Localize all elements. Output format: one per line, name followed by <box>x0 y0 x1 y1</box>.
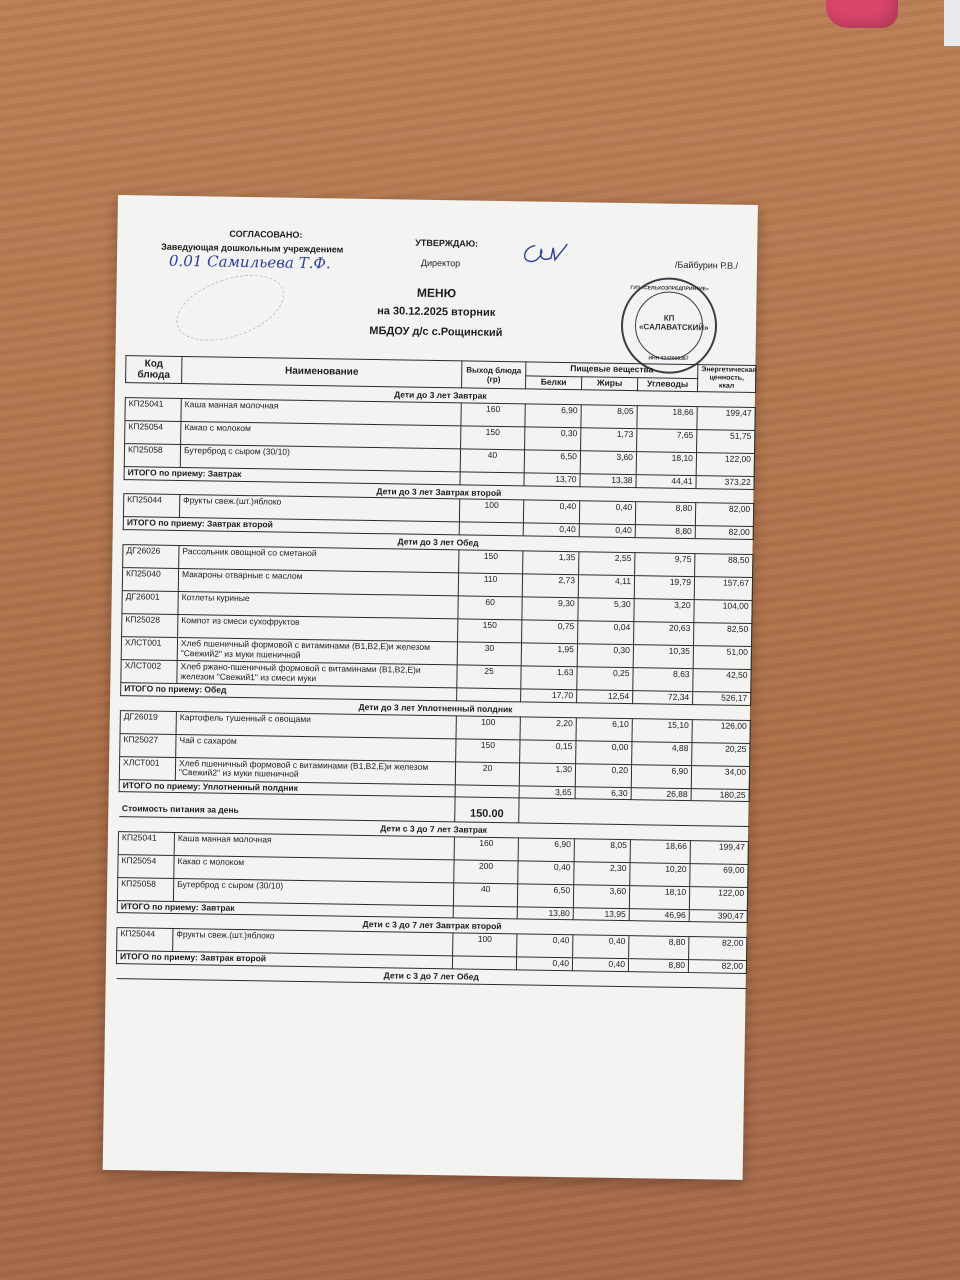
dish-fat: 3,60 <box>573 884 629 908</box>
dish-protein: 0,75 <box>522 620 578 644</box>
total-fat: 6,30 <box>575 786 631 800</box>
dish-protein: 6,50 <box>517 884 573 908</box>
dish-name: Какао с молоком <box>181 421 461 448</box>
total-energy: 373,22 <box>696 476 754 490</box>
total-carbs: 26,88 <box>631 787 691 801</box>
approval-right-title: УТВЕРЖДАЮ: <box>415 237 479 249</box>
dish-name: Хлеб ржано-пшеничный формовой с витаминами (В1,В2,Е)и железом "Свежий1" из смеси муки <box>177 660 457 687</box>
dish-output: 200 <box>454 860 518 884</box>
section-title: Дети до 3 лет Завтрак <box>125 383 755 408</box>
total-protein: 3,65 <box>519 785 575 799</box>
dish-name: Какао с молоком <box>174 855 454 882</box>
dish-name: Чай с сахаром <box>176 734 456 761</box>
menu-body-under3 <box>119 383 755 802</box>
section-title: Дети до 3 лет Уплотненный полдник <box>120 695 750 720</box>
dish-fat: 0,40 <box>573 935 629 959</box>
dish-fat: 0,25 <box>577 667 633 691</box>
total-protein: 0,40 <box>523 523 579 537</box>
dish-output: 40 <box>460 449 524 473</box>
total-protein: 17,70 <box>521 689 577 703</box>
col-carbs: Углеводы <box>637 377 697 392</box>
dish-fat: 2,55 <box>579 552 635 576</box>
total-energy: 82,00 <box>695 526 753 540</box>
total-energy: 180,25 <box>691 788 749 802</box>
dish-carbs: 18,10 <box>629 885 689 909</box>
dish-carbs: 8,63 <box>633 668 693 692</box>
dish-protein: 1,63 <box>521 666 577 690</box>
dish-carbs: 10,35 <box>633 645 693 669</box>
dish-carbs: 6,90 <box>631 764 691 788</box>
cost-label: Стоимость питания за день <box>119 792 455 822</box>
dish-carbs: 7,65 <box>637 429 697 453</box>
dish-protein: 0,15 <box>520 739 576 763</box>
dish-fat: 2,30 <box>574 861 630 885</box>
dish-name: Каша манная молочная <box>174 832 454 859</box>
dish-carbs: 8,80 <box>635 502 695 526</box>
dish-carbs: 9,75 <box>635 553 695 577</box>
dish-protein: 0,40 <box>517 934 573 958</box>
dish-energy: 199,47 <box>690 840 748 864</box>
dish-energy: 199,47 <box>697 407 755 431</box>
dish-energy: 34,00 <box>691 765 749 789</box>
paper-corner <box>944 0 960 46</box>
total-fat: 13,38 <box>580 474 636 488</box>
dish-output: 150 <box>461 426 525 450</box>
dish-fat: 5,30 <box>578 598 634 622</box>
col-protein: Белки <box>526 375 582 389</box>
dish-protein: 0,40 <box>523 500 579 524</box>
menu-table <box>116 355 757 989</box>
section-title: Дети с 3 до 7 лет Обед <box>116 964 746 989</box>
dish-code: КП25044 <box>123 494 179 518</box>
dish-name: Фрукты свеж.(шт.)яблоко <box>173 929 453 956</box>
total-label: ИТОГО по приему: Завтрак второй <box>123 517 459 535</box>
director-signature <box>517 239 569 270</box>
dish-code: КП25027 <box>120 733 176 757</box>
dish-energy: 51,75 <box>697 430 755 454</box>
total-carbs: 72,34 <box>633 691 693 705</box>
dish-carbs: 18,66 <box>630 839 690 863</box>
dish-name: Макароны отварные с маслом <box>178 568 458 595</box>
total-fat: 0,40 <box>572 958 628 972</box>
total-label: ИТОГО по приему: Завтрак <box>117 900 453 918</box>
dish-output: 160 <box>461 403 525 427</box>
dish-energy: 126,00 <box>692 719 750 743</box>
dish-code: ХЛСТ001 <box>121 637 177 661</box>
col-code: Код блюда <box>126 356 182 384</box>
dish-output: 60 <box>458 596 522 620</box>
dish-name: Каша манная молочная <box>181 398 461 425</box>
dish-energy: 104,00 <box>694 600 752 624</box>
dish-name: Компот из смеси сухофруктов <box>178 614 458 641</box>
dish-name: Хлеб пшеничный формовой с витаминами (В1,В2,Е)и железом "Свежий2" из муки пшеничной <box>175 757 455 784</box>
dish-fat: 8,05 <box>574 838 630 862</box>
dish-code: ДГ26026 <box>123 545 179 569</box>
dish-code: КП25058 <box>117 877 173 901</box>
dish-carbs: 19,79 <box>634 576 694 600</box>
dish-code: КП25041 <box>125 398 181 422</box>
dish-carbs: 8,80 <box>629 936 689 960</box>
dish-energy: 69,00 <box>690 863 748 887</box>
dish-name: Бутерброд с сыром (30/10) <box>173 878 453 905</box>
dish-protein: 1,30 <box>519 762 575 786</box>
total-energy: 390,47 <box>689 909 747 923</box>
dish-fat: 6,10 <box>576 717 632 741</box>
dish-output: 110 <box>458 573 522 597</box>
dish-carbs: 18,66 <box>637 406 697 430</box>
dish-protein: 6,90 <box>518 838 574 862</box>
dish-output: 40 <box>453 883 517 907</box>
col-fat: Жиры <box>581 376 637 390</box>
dish-code: КП25041 <box>118 831 174 855</box>
col-name: Наименование <box>182 357 462 389</box>
approval-left-role: Заведующая дошкольным учреждением <box>161 241 344 255</box>
dish-protein: 6,50 <box>524 450 580 474</box>
approval-right-name: /Байбурин Р.В./ <box>674 259 739 271</box>
menu-body-3to7 <box>116 816 748 973</box>
doc-title: МЕНЮ <box>416 285 457 301</box>
total-protein: 0,40 <box>516 957 572 971</box>
dish-energy: 157,67 <box>694 577 752 601</box>
total-fat: 12,54 <box>577 690 633 704</box>
dish-fat: 0,40 <box>579 501 635 525</box>
dish-protein: 0,40 <box>518 861 574 885</box>
dish-output: 150 <box>456 738 520 762</box>
section-title: Дети до 3 лет Завтрак второй <box>124 479 754 504</box>
dish-energy: 82,50 <box>694 623 752 647</box>
dish-name: Бутерброд с сыром (30/10) <box>180 444 460 471</box>
dish-carbs: 15,10 <box>632 718 692 742</box>
dish-name: Хлеб пшеничный формовой с витаминами (В1,В2,Е)и железом "Свежий2" из муки пшеничной <box>177 637 457 664</box>
dish-output: 160 <box>454 837 518 861</box>
total-fat: 0,40 <box>579 524 635 538</box>
total-energy: 82,00 <box>688 960 746 974</box>
dish-fat: 0,20 <box>575 763 631 787</box>
dish-protein: 1,35 <box>523 551 579 575</box>
dish-carbs: 18,10 <box>636 452 696 476</box>
col-nutrients: Пищевые вещества <box>526 362 698 378</box>
dish-protein: 0,30 <box>525 427 581 451</box>
doc-date: на 30.12.2025 вторник <box>377 305 496 319</box>
total-label: ИТОГО по приему: Уплотненный полдник <box>119 779 455 797</box>
dish-fat: 0,04 <box>578 621 634 645</box>
dish-protein: 1,95 <box>521 643 577 667</box>
dish-name: Рассольник овощной со сметаной <box>179 545 459 572</box>
dish-protein: 6,90 <box>525 404 581 428</box>
dish-name: Котлеты куриные <box>178 591 458 618</box>
dish-protein: 9,30 <box>522 597 578 621</box>
section-title: Дети до 3 лет Обед <box>123 530 753 555</box>
dish-energy: 82,00 <box>695 503 753 527</box>
dish-code: КП25054 <box>118 854 174 878</box>
dish-code: КП25054 <box>125 421 181 445</box>
dish-code: КП25044 <box>117 928 173 952</box>
total-carbs: 44,41 <box>636 475 696 489</box>
dish-name: Картофель тушенный с овощами <box>176 711 456 738</box>
approval-left-title: СОГЛАСОВАНО: <box>229 228 303 240</box>
total-fat: 13,95 <box>573 907 629 921</box>
dish-code: ХЛСТ002 <box>121 660 177 684</box>
dish-fat: 8,05 <box>581 405 637 429</box>
dish-energy: 122,00 <box>696 453 754 477</box>
dish-carbs: 4,88 <box>632 741 692 765</box>
dish-code: КП25040 <box>122 568 178 592</box>
section-title: Дети с 3 до 7 лет Завтрак второй <box>117 913 747 938</box>
dish-output: 150 <box>459 550 523 574</box>
dish-energy: 122,00 <box>689 886 747 910</box>
total-label: ИТОГО по приему: Завтрак <box>124 467 460 485</box>
dish-name: Фрукты свеж.(шт.)яблоко <box>179 495 459 522</box>
total-protein: 13,70 <box>524 473 580 487</box>
eraser <box>826 0 898 28</box>
dish-output: 150 <box>458 619 522 643</box>
dish-carbs: 10,20 <box>630 862 690 886</box>
section-title: Дети с 3 до 7 лет Завтрак <box>119 816 749 841</box>
total-carbs: 8,80 <box>628 959 688 973</box>
dish-carbs: 3,20 <box>634 599 694 623</box>
dish-protein: 2,73 <box>522 574 578 598</box>
doc-institution: МБДОУ д/с с.Рощинский <box>369 324 503 340</box>
dish-fat: 0,00 <box>576 740 632 764</box>
total-label: ИТОГО по приему: Завтрак второй <box>116 951 452 969</box>
total-carbs: 46,96 <box>629 908 689 922</box>
dish-output: 30 <box>457 642 521 666</box>
col-output: Выход блюда (гр) <box>462 361 526 389</box>
handwritten-signature-left: 0.01 Самильева Т.Ф. <box>168 251 331 273</box>
dish-energy: 51,00 <box>693 646 751 670</box>
total-label: ИТОГО по приему: Обед <box>121 683 457 701</box>
dish-code: КП25028 <box>122 614 178 638</box>
dish-output: 20 <box>455 761 519 785</box>
approval-right-role: Директор <box>420 257 461 269</box>
dish-fat: 0,30 <box>577 644 633 668</box>
dish-energy: 42,50 <box>693 669 751 693</box>
dish-output: 100 <box>459 499 523 523</box>
dish-energy: 20,25 <box>692 742 750 766</box>
dish-energy: 88,50 <box>695 554 753 578</box>
menu-sheet <box>103 195 758 1180</box>
dish-code: КП25058 <box>124 444 180 468</box>
dish-fat: 1,73 <box>581 428 637 452</box>
round-seal: ГУП «СЕЛЬХОЗПРЕДПРИЯТИЕ» КП «САЛАВАТСКИЙ» ИНН 0242009387 <box>620 277 717 374</box>
dish-energy: 82,00 <box>689 937 747 961</box>
dish-fat: 3,60 <box>580 451 636 475</box>
dish-output: 100 <box>456 715 520 739</box>
total-energy: 526,17 <box>693 692 751 706</box>
total-protein: 13,80 <box>517 907 573 921</box>
dish-code: ХЛСТ001 <box>119 756 175 780</box>
dish-code: ДГ26019 <box>120 710 176 734</box>
dish-fat: 4,11 <box>578 575 634 599</box>
dish-output: 25 <box>457 665 521 689</box>
total-carbs: 8,80 <box>635 525 695 539</box>
col-energy: Энергетическая ценность, ккал <box>698 365 756 393</box>
dish-protein: 2,20 <box>520 716 576 740</box>
dish-carbs: 20,63 <box>634 622 694 646</box>
dish-code: ДГ26001 <box>122 591 178 615</box>
dish-output: 100 <box>453 933 517 957</box>
cost-value: 150.00 <box>455 797 519 823</box>
